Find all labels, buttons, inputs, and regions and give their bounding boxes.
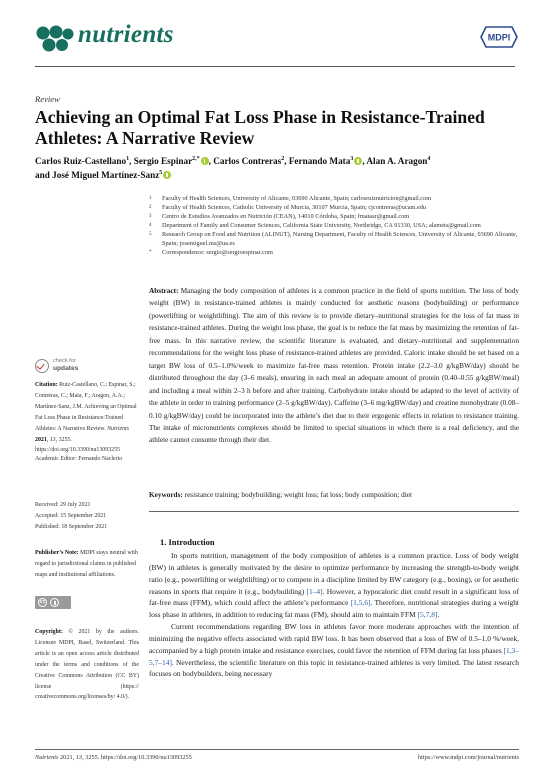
cc-icon: cc	[39, 599, 46, 605]
journal-name: nutrients	[78, 21, 174, 48]
intro-p2-text-a: Current recommendations regarding BW loss in athletes favor more moderate approaches with the intention of minimizing the negative effects associated with rapid BW loss. It has been observed that a loss of BW of 0.5–1.0 %/week, accompanied by a high protein intake and resistance exercises, could favor the retention of FFM during fat loss phases	[149, 622, 519, 655]
affiliation-number: 2	[149, 205, 152, 211]
citation-link[interactable]: [1,3–5,7–14]	[149, 645, 519, 667]
footer-doi[interactable]: , 3255. https://doi.org/10.3390/nu13093255	[82, 754, 192, 761]
citation-block: Citation: Ruiz-Castellano, C.; Espinar, S.; Contreras, C.; Mata, F.; Aragon, A.A.; Martínez-Sanz, J.M. Achieving an Optimal Fat Loss Phase in Resistance-Trained Athletes: A Narrative Review. Nutrients 2021, 13, 3255. https://doi.org/10.3390/nu13093255	[35, 382, 137, 454]
citation-link[interactable]: [1,5,6]	[350, 598, 371, 608]
cc-by-license-icon[interactable]	[35, 596, 71, 609]
intro-p1-text-d: .	[437, 610, 440, 620]
editor-name: Fernando Naclerio	[78, 456, 123, 462]
author-name[interactable]: Carlos Contreras	[213, 156, 282, 166]
affiliation-item	[149, 221, 519, 230]
accepted-date: Accepted: 15 September 2021	[35, 512, 107, 519]
academic-editor	[35, 454, 139, 465]
author-affiliation-sup: 5	[159, 170, 163, 176]
editor-label: Academic Editor:	[35, 456, 77, 462]
orcid-icon[interactable]	[201, 157, 209, 165]
author-list: Carlos Ruiz-Castellano$^1$, Sergio Espinar$^{2,*}$ , Carlos Contreras$^2$, Fernando Mata$^3$ , Alan A. Aragon$^4$ and José Miguel Martínez-Sanz$^5$	[35, 156, 431, 180]
affiliation-item	[149, 230, 519, 248]
affiliation-number: *	[149, 250, 152, 256]
check-updates-icon	[35, 359, 49, 373]
footer-volume: 13	[75, 754, 83, 761]
paper-title: Achieving an Optimal Fat Loss Phase in Resistance-Trained Athletes: A Narrative Review	[35, 107, 485, 148]
affiliations-list	[149, 194, 519, 257]
abstract-label: Abstract:	[149, 287, 179, 295]
orcid-icon[interactable]	[163, 171, 171, 179]
citation-volume: 13	[49, 436, 56, 443]
affiliation-text: Centro de Estudios Avanzados en Nutrición (CEAN), 14010 Córdoba, Spain; fmatasr@gmail.com	[162, 213, 410, 221]
header-divider	[35, 66, 515, 67]
intro-paragraph-1	[149, 550, 519, 621]
footer-citation: Nutrients 2021, 13, 3255. https://doi.org/10.3390/nu13093255	[35, 754, 192, 761]
author-affiliation-sup: 4	[427, 156, 431, 162]
affiliation-number: 1	[149, 196, 152, 201]
author-name[interactable]: Sergio Espinar	[133, 156, 193, 166]
check-for-updates-button[interactable]	[35, 358, 95, 378]
affiliation-number: 3	[149, 214, 152, 220]
check-updates-label-top: check for	[53, 358, 76, 364]
intro-paragraph-2	[149, 621, 519, 680]
published-date: Published: 18 September 2021	[35, 523, 108, 530]
affiliation-item	[149, 203, 519, 212]
copyright-label: Copyright:	[35, 629, 63, 635]
author-affiliation-sup: 2,*	[192, 156, 200, 162]
affiliation-text: Research Group on Food and Nutrition (ALINUT), Nursing Department, Faculty of Health Sciences, University of Alicante, 03690 Alicante, Spain; josemiguel.ms@ua.es	[162, 231, 518, 248]
author-affiliation-sup: 1	[126, 156, 130, 162]
author-affiliation-sup: 2	[281, 156, 285, 162]
abstract-text: Managing the body composition of athletes is a common practice in the field of sports nutrition. The loss of body weight (BW) in resistance-trained athletes is mainly conducted for aesthetic reasons (bodybuilding) or performance (powerlifting or weightlifting). The aim of this review is to provide dietary–nutritional strategies for the loss of fat mass in resistance-trained athletes. During the weight loss phase, the goal is to reduce the fat mass by maximizing the retention of fat-free mass. In this narrative review, the scientific literature is evaluated, and dietary–nutritional and supplementation recommendations for the weight loss phase of resistance-trained athletes are provided. Caloric intake should be set based on a target BW loss of 0.5–1.0%/week to maximize fat-free mass retention. Protein intake (2.2–3.0 g/kgBW/day) should be distributed throughout the day (3–6 meals), ensuring in each meal an adequate amount of protein (0.40–0.55 g/kgBW/meal) and including a meal within 2–3 h before and after training. Carbohydrate intake should be adapted to the level of activity of the athlete in order to training performance (2–5 g/kgBW/day). Caffeine (3–6 mg/kgBW/day) and creatine monohydrate (0.08–0.10 g/kgBW/day) could be incorporated into the athlete’s diet due to their ergogenic effects in relation to resistance training. The intake of micronutrients complexes should be limited to special situations in which there is a real deficiency, and the athlete cannot consume through their diet.	[149, 287, 519, 445]
author-name[interactable]: Fernando Mata	[288, 156, 351, 166]
publisher-name: MDPI	[487, 32, 511, 43]
footer-journal: Nutrients	[35, 754, 59, 761]
copyright-text: © 2021 by the authors. Licensee MDPI, Basel, Switzerland. This article is an open access article distributed under the terms and conditions of the Creative Commons Attribution (CC BY) license (https:// creativecommons.org/licenses/by/ 4.0/).	[35, 629, 139, 701]
intro-p1-text-c: . Therefore, nutritional strategies during a weight loss phase in athletes, in addition to reducing fat mass (FM), should aim to maintain FFM	[149, 598, 519, 620]
publication-dates	[35, 500, 139, 533]
author-name[interactable]: Carlos Ruiz-Castellano	[35, 156, 127, 166]
footer-divider	[35, 749, 519, 750]
nutrients-logo-icon	[35, 24, 75, 54]
citation-text: Ruiz-Castellano, C.; Espinar, S.; Contreras, C.; Mata, F.; Aragon, A.A.; Martínez-Sanz, J.M. Achieving an Optimal Fat Loss Phase in Resistance-Trained Athletes: A Narrative Review.	[35, 382, 137, 432]
author-name[interactable]: José Miguel Martínez-Sanz	[52, 170, 160, 180]
intro-p2-text-b: . Nevertheless, the scientific literature on this topic in resistance-trained athletes is very limited. The latest research focuses on bodybuilders, being necessary	[149, 657, 519, 679]
citation-link[interactable]: [5,7,8]	[417, 610, 438, 620]
affiliation-text: Faculty of Health Sciences, Catholic University of Murcia, 30107 Murcia, Spain; cjcontreras@ucam.edu	[162, 204, 427, 212]
affiliation-text: Faculty of Health Sciences, University of Alicante, 03690 Alicante, Spain; carlosruiznutricion@gmail.com	[162, 195, 432, 202]
keywords	[149, 490, 519, 501]
citation-label: Citation:	[35, 382, 58, 388]
citation-journal: Nutrients	[107, 425, 130, 432]
keywords-divider	[149, 511, 519, 512]
article-type: Review	[35, 94, 60, 104]
affiliation-item	[149, 248, 519, 257]
received-date: Received: 29 July 2021	[35, 502, 91, 508]
pubnote-text: MDPI stays neutral with regard to jurisdictional claims in published maps and institutional affiliations.	[35, 550, 138, 578]
author-separator: ,	[129, 156, 134, 166]
author-separator: ,	[208, 156, 214, 166]
author-name[interactable]: Alan A. Aragon	[366, 156, 428, 166]
citation-doi[interactable]: 3255. https://doi.org/10.3390/nu13093255	[35, 436, 120, 454]
author-separator: ,	[362, 156, 367, 166]
keywords-text: resistance training; bodybuilding; weight loss; fat loss; body composition; diet	[184, 491, 413, 499]
mdpi-logo-icon[interactable]	[480, 25, 518, 49]
citation-year: 2021	[35, 436, 47, 443]
citation-link[interactable]: [1–4]	[306, 586, 323, 596]
check-updates-label-bottom: updates	[53, 365, 79, 372]
footer-journal-url[interactable]: https://www.mdpi.com/journal/nutrients	[417, 754, 519, 761]
introduction-body	[149, 550, 519, 680]
affiliation-text: Correspondence: sergio@sergioespinar.com	[162, 249, 273, 257]
affiliation-item	[149, 212, 519, 221]
keywords-label: Keywords:	[149, 491, 183, 499]
pubnote-label: Publisher’s Note:	[35, 550, 79, 556]
section-heading-introduction: 1. Introduction	[160, 537, 215, 547]
footer-year: 2021	[60, 754, 73, 761]
intro-p1-text-b: . However, a hypocaloric diet could result in a significant loss of fat-free mass (FFM), which could affect the athlete’s performance	[149, 586, 519, 608]
abstract	[149, 285, 519, 447]
by-attribution-icon	[50, 598, 59, 607]
intro-p1-text-a: In sports nutrition, management of the body composition of athletes is a common practice. Loss of body weight (BW) in athletes is generally motivated by the desire to optimize performance by increasing the strength-to-body weight ratio (e.g., powerlifting or weightlifting) or to compete in a discipline limited by BW category (e.g., boxing), or for aesthetic reasons in sports that require it (e.g., bodybuilding)	[149, 551, 519, 596]
publisher-note	[35, 548, 139, 581]
affiliation-number: 4	[149, 223, 152, 229]
author-affiliation-sup: 3	[350, 156, 354, 162]
affiliation-item	[149, 194, 519, 203]
affiliation-text: Department of Family and Consumer Sciences, California State University, Northridge, CA 91330, USA; alamets@gmail.com	[162, 222, 481, 230]
affiliation-number: 5	[149, 232, 152, 238]
copyright-notice	[35, 627, 139, 703]
author-separator: ,	[284, 156, 289, 166]
